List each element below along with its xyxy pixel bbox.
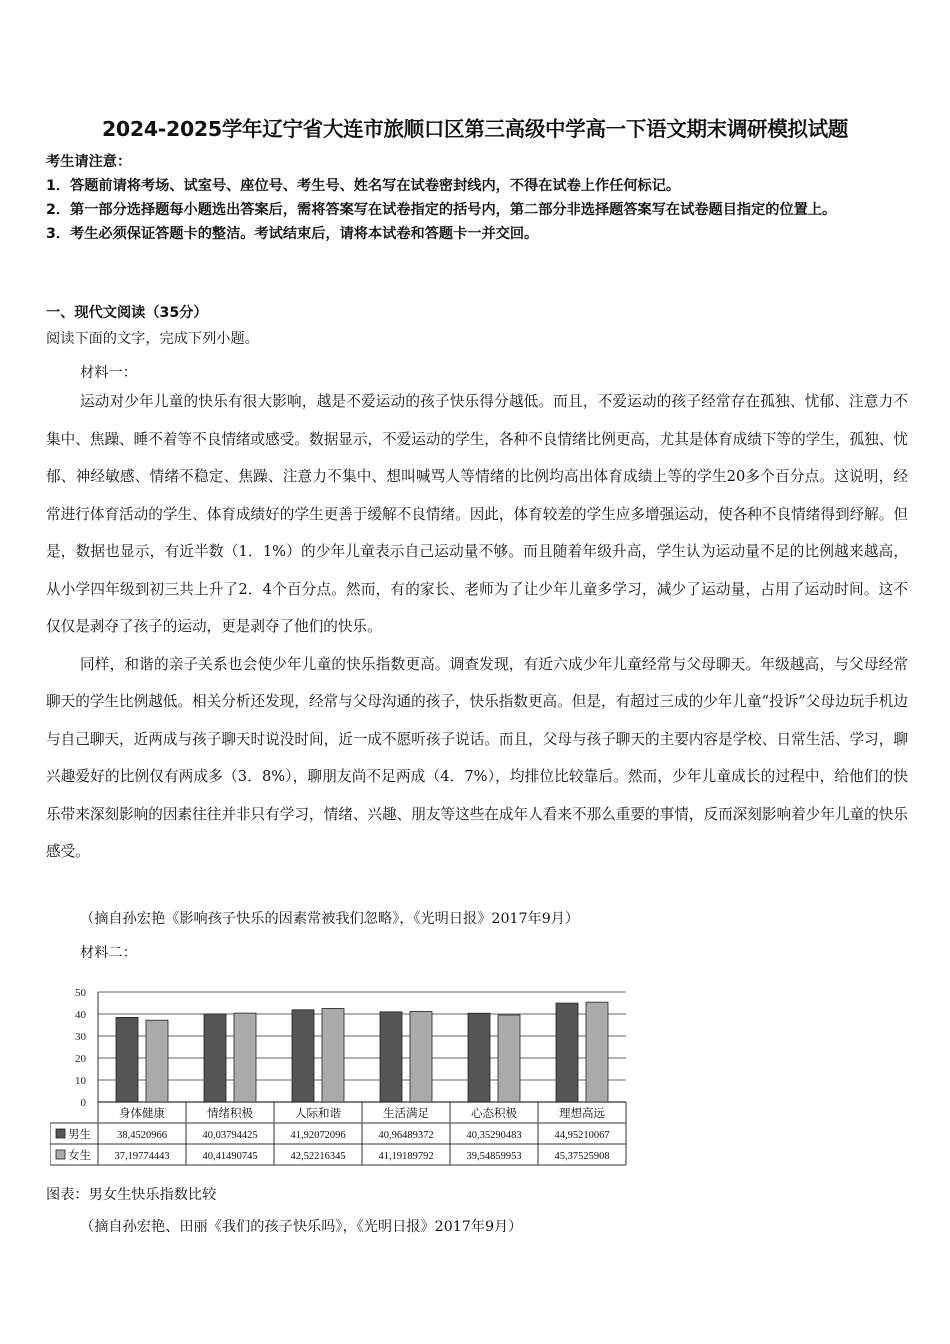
chart-plot-area <box>75 987 626 1109</box>
notice-heading: 考生请注意： <box>46 154 132 170</box>
y-tick-label: 40 <box>75 1009 86 1021</box>
legend-swatch <box>56 1129 65 1138</box>
data-label: 45,37525908 <box>554 1151 610 1162</box>
legend-label: 女生 <box>68 1148 91 1162</box>
material2-source: （摘自孙宏艳、田丽《我们的孩子快乐吗》，《光明日报》2017年9月） <box>80 1219 523 1235</box>
data-label: 41,92072096 <box>290 1130 346 1141</box>
happiness-index-chart <box>50 970 650 1166</box>
notice-block <box>46 150 916 246</box>
y-tick-label: 20 <box>75 1053 86 1065</box>
data-label: 38,4520966 <box>117 1130 167 1141</box>
material1-source: （摘自孙宏艳《影响孩子快乐的因素常被我们忽略》，《光明日报》2017年9月） <box>80 911 580 927</box>
bar-female <box>322 1008 344 1102</box>
material2-label: 材料二： <box>80 945 137 961</box>
section-heading: 一、现代文阅读（35分） <box>46 305 208 321</box>
y-tick-label: 10 <box>75 1075 86 1087</box>
data-label: 44,95210067 <box>554 1130 610 1141</box>
data-label: 40,35290483 <box>466 1130 522 1141</box>
notice-item-2: 2．第一部分选择题每小题选出答案后，需将答案写在试卷指定的括号内，第二部分非选择题答案写在试卷题目指定的位置上。 <box>46 202 837 218</box>
material1-paragraph-2: 同样，和谐的亲子关系也会使少年儿童的快乐指数更高。调查发现，有近六成少年儿童经常与父母聊天。年级越高，与父母经常聊天的学生比例越低。相关分析还发现，经常与父母沟通的孩子，快乐指数更高。但是，有超过三成的少年儿童“投诉”父母边玩手机边与自己聊天，近两成与孩子聊天时说没时间，近一成不愿听孩子说话。而且，父母与孩子聊天的主要内容是学校、日常生活、学习，聊兴趣爱好的比例仅有两成多（3．8%），聊朋友尚不足两成（4．7%），均排位比较靠后。然而，少年儿童成长的过程中，给他们的快乐带来深刻影响的因素往往并非只有学习，情绪、兴趣、朋友等这些在成年人看来不那么重要的事情，反而深刻影响着少年儿童的快乐感受。 <box>46 655 908 860</box>
material1-label: 材料一： <box>80 365 137 381</box>
category-label: 情绪积极 <box>207 1106 253 1120</box>
data-label: 37,19774443 <box>114 1151 170 1162</box>
material1-body <box>46 383 908 871</box>
legend-swatch <box>56 1150 65 1159</box>
chart-caption: 图表：男女生快乐指数比较 <box>46 1187 217 1203</box>
bar-male <box>204 1014 226 1102</box>
bar-male <box>468 1013 490 1102</box>
y-tick-label: 30 <box>75 1031 86 1043</box>
data-label: 40,96489372 <box>378 1130 434 1141</box>
bar-female <box>498 1015 520 1102</box>
bar-male <box>556 1003 578 1102</box>
data-label: 40,03794425 <box>202 1130 258 1141</box>
category-label: 理想高远 <box>559 1106 605 1120</box>
category-label: 身体健康 <box>119 1106 165 1120</box>
bar-female <box>146 1020 168 1102</box>
page-title: 2024-2025学年辽宁省大连市旅顺口区第三高级中学高一下语文期末调研模拟试题 <box>101 117 849 141</box>
bar-male <box>292 1010 314 1102</box>
category-label: 生活满足 <box>383 1106 429 1120</box>
bar-female <box>586 1002 608 1102</box>
y-tick-label: 0 <box>80 1097 86 1109</box>
bar-female <box>410 1011 432 1102</box>
material1-paragraph-1: 运动对少年儿童的快乐有很大影响，越是不爱运动的孩子快乐得分越低。而且，不爱运动的孩子经常存在孤独、忧郁、注意力不集中、焦躁、睡不着等不良情绪或感受。数据显示，不爱运动的学生，各种不良情绪比例更高，尤其是体育成绩下等的学生，孤独、忧郁、神经敏感、情绪不稳定、焦躁、注意力不集中、想叫喊骂人等情绪的比例均高出体育成绩上等的学生20多个百分点。这说明，经常进行体育活动的学生、体育成绩好的学生更善于缓解不良情绪。因此，体育较差的学生应多增强运动，使各种不良情绪得到纾解。但是，数据也显示，有近半数（1．1%）的少年儿童表示自己运动量不够。而且随着年级升高，学生认为运动量不足的比例越来越高，从小学四年级到初三共上升了2．4个百分点。然而，有的家长、老师为了让少年儿童多学习，减少了运动量，占用了运动时间。这不仅仅是剥夺了孩子的运动，更是剥夺了他们的快乐。 <box>46 393 908 635</box>
category-label: 心态积极 <box>471 1106 517 1120</box>
data-label: 39,54859953 <box>466 1151 522 1162</box>
bar-male <box>116 1017 138 1102</box>
notice-item-3: 3．考生必须保证答题卡的整洁。考试结束后，请将本试卷和答题卡一并交回。 <box>46 226 539 242</box>
section-instruction: 阅读下面的文字，完成下列小题。 <box>46 331 259 347</box>
y-tick-label: 50 <box>75 987 86 999</box>
bar-male <box>380 1012 402 1102</box>
bar-female <box>234 1013 256 1102</box>
category-label: 人际和谐 <box>295 1106 341 1120</box>
legend-label: 男生 <box>68 1127 91 1141</box>
data-label: 40,41490745 <box>202 1151 258 1162</box>
data-label: 42,52216345 <box>290 1151 346 1162</box>
notice-item-1: 1．答题前请将考场、试室号、座位号、考生号、姓名写在试卷密封线内，不得在试卷上作任何标记。 <box>46 178 681 194</box>
data-label: 41,19189792 <box>378 1151 434 1162</box>
chart-data-table <box>50 1102 626 1165</box>
